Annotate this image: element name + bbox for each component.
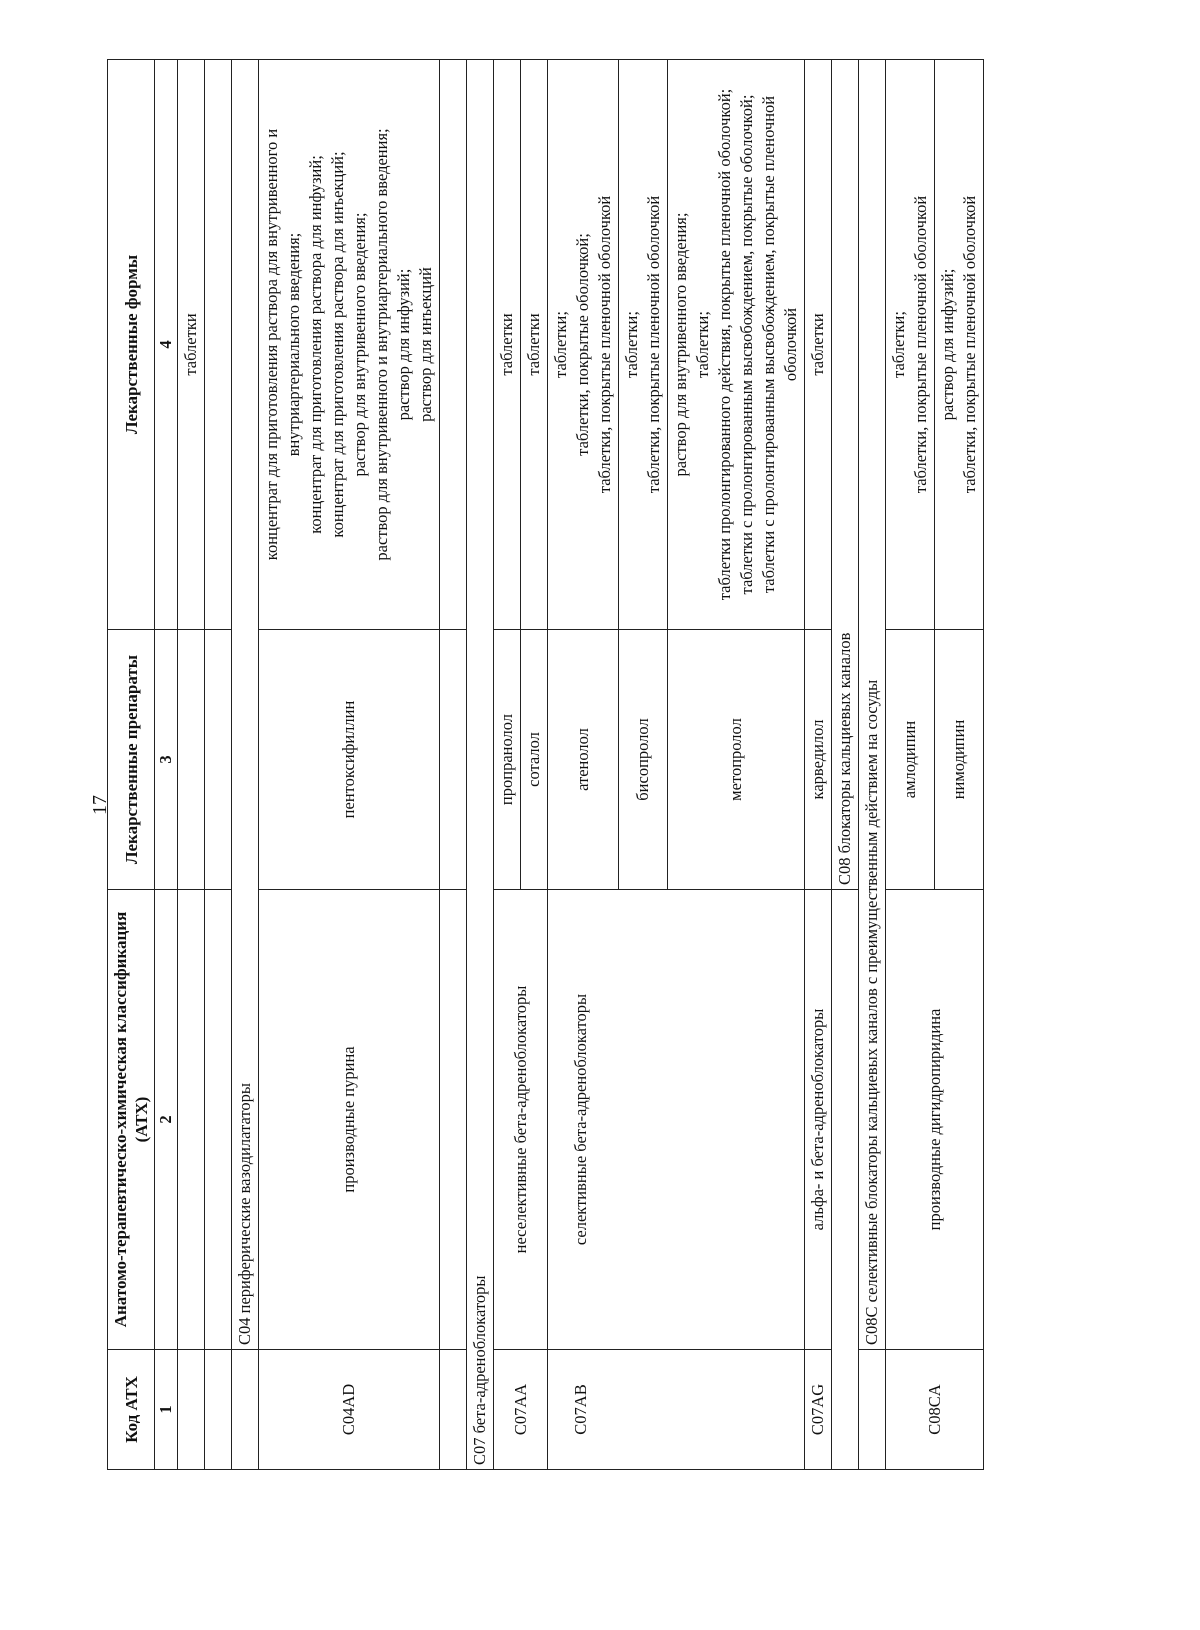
form-line: концентрат для приготовления раствора для инъекций;: [328, 151, 347, 538]
column-number: 2: [155, 890, 178, 1350]
form-line: таблетки, покрытые пленочной оболочкой: [911, 195, 930, 494]
table-row: [805, 60, 832, 1470]
spacer-cell: [440, 890, 467, 1350]
column-number-row: [155, 60, 178, 1470]
table-row: [494, 60, 521, 1470]
drug-cell: [178, 630, 205, 890]
form-line: раствор для внутривенного и внутриартериального введения;: [372, 128, 391, 561]
spacer-cell: [205, 630, 232, 890]
table-header-row: [108, 60, 155, 1470]
spacer-cell: [440, 1350, 467, 1470]
section-row: [467, 60, 494, 1470]
atx-code-cell: C07AG: [805, 1350, 832, 1470]
form-line: таблетки: [181, 313, 200, 376]
spacer-cell: [205, 1350, 232, 1470]
form-line: концентрат для приготовления раствора для внутривенного и внутриартериального введения;: [262, 128, 303, 561]
form-line: таблетки, покрытые пленочной оболочкой: [960, 195, 979, 494]
drug-cell: соталол: [521, 630, 548, 890]
form-line: раствор для внутривенного введения;: [671, 212, 690, 477]
column-number: 1: [155, 1350, 178, 1470]
atx-class-cell: [178, 890, 205, 1350]
atx-class-cell: производные дигидропиридина: [886, 890, 984, 1350]
form-line: таблетки;: [889, 311, 908, 378]
spacer-row: [205, 60, 232, 1470]
atx-code-cell: C04AD: [259, 1350, 440, 1470]
atx-class-cell: альфа- и бета-адреноблокаторы: [805, 890, 832, 1350]
forms-cell: [494, 60, 521, 630]
column-number: 4: [155, 60, 178, 630]
form-line: раствор для инъекций: [416, 267, 435, 422]
form-line: таблетки;: [622, 311, 641, 378]
section-row: [859, 60, 886, 1470]
form-line: таблетки: [497, 313, 516, 376]
forms-cell: [178, 60, 205, 630]
header-code: Код АТХ: [108, 1350, 155, 1470]
form-line: таблетки, покрытые пленочной оболочкой: [595, 195, 614, 494]
section-title: C08 блокаторы кальциевых каналов: [832, 60, 859, 890]
forms-cell: [886, 60, 935, 630]
header-forms: Лекарственные формы: [108, 60, 155, 630]
page-number: 17: [89, 795, 111, 815]
section-row: [832, 60, 859, 1470]
section-indent-cell: [232, 1350, 259, 1470]
spacer-cell: [440, 60, 467, 630]
forms-cell: [619, 60, 668, 630]
spacer-row: [440, 60, 467, 1470]
spacer-cell: [205, 60, 232, 630]
atx-code-cell: C08CA: [886, 1350, 984, 1470]
atx-class-cell: селективные бета-адреноблокаторы: [548, 890, 805, 1350]
atx-table: [107, 59, 984, 1470]
section-row: [232, 60, 259, 1470]
form-line: концентрат для приготовления раствора для инфузий;: [306, 155, 325, 534]
drug-cell: амлодипин: [886, 630, 935, 890]
atx-code-cell: [178, 1350, 205, 1470]
form-line: таблетки с пролонгированным высвобождением, покрытые оболочкой;: [737, 94, 756, 595]
form-line: таблетки пролонгированного действия, покрытые пленочной оболочкой;: [715, 88, 734, 601]
forms-cell: [668, 60, 805, 630]
form-line: раствор для инфузий;: [394, 268, 413, 421]
forms-cell: [805, 60, 832, 630]
form-line: таблетки;: [693, 311, 712, 378]
atx-code-cell: C07AA: [494, 1350, 548, 1470]
atx-class-cell: производные пурина: [259, 890, 440, 1350]
section-title: C04 периферические вазодилататоры: [232, 60, 259, 1350]
rotated-table-scan: [107, 60, 992, 1470]
forms-cell: [259, 60, 440, 630]
table-row: [548, 60, 619, 1470]
form-line: таблетки: [524, 313, 543, 376]
atx-code-cell: C07AB: [548, 1350, 805, 1470]
form-line: таблетки, покрытые оболочкой;: [573, 233, 592, 456]
form-line: раствор для внутривенного введения;: [350, 212, 369, 477]
header-classification: Анатомо-терапевтическо-химическая классификация (АТХ): [108, 890, 155, 1350]
drug-cell: пентоксифиллин: [259, 630, 440, 890]
form-line: таблетки, покрытые пленочной оболочкой: [644, 195, 663, 494]
drug-cell: атенолол: [548, 630, 619, 890]
section-title: C07 бета-адреноблокаторы: [467, 60, 494, 1470]
section-indent-cell: [859, 1350, 886, 1470]
spacer-cell: [205, 890, 232, 1350]
section-indent-cell: [832, 890, 859, 1470]
form-line: таблетки с пролонгированным высвобождением, покрытые пленочной оболочкой: [759, 95, 800, 594]
table-row: [178, 60, 205, 1470]
spacer-cell: [440, 630, 467, 890]
table-row: [886, 60, 935, 1470]
drug-cell: метопролол: [668, 630, 805, 890]
drug-cell: пропранолол: [494, 630, 521, 890]
column-number: 3: [155, 630, 178, 890]
atx-class-cell: неселективные бета-адреноблокаторы: [494, 890, 548, 1350]
form-line: таблетки;: [551, 311, 570, 378]
forms-cell: [548, 60, 619, 630]
table-row: [259, 60, 440, 1470]
forms-cell: [935, 60, 984, 630]
drug-cell: карведилол: [805, 630, 832, 890]
section-title: C08C селективные блокаторы кальциевых каналов с преимущественным действием на сосуды: [859, 60, 886, 1350]
form-line: раствор для инфузий;: [938, 268, 957, 421]
form-line: таблетки: [808, 313, 827, 376]
drug-cell: бисопролол: [619, 630, 668, 890]
drug-cell: нимодипин: [935, 630, 984, 890]
forms-cell: [521, 60, 548, 630]
header-drugs: Лекарственные препараты: [108, 630, 155, 890]
